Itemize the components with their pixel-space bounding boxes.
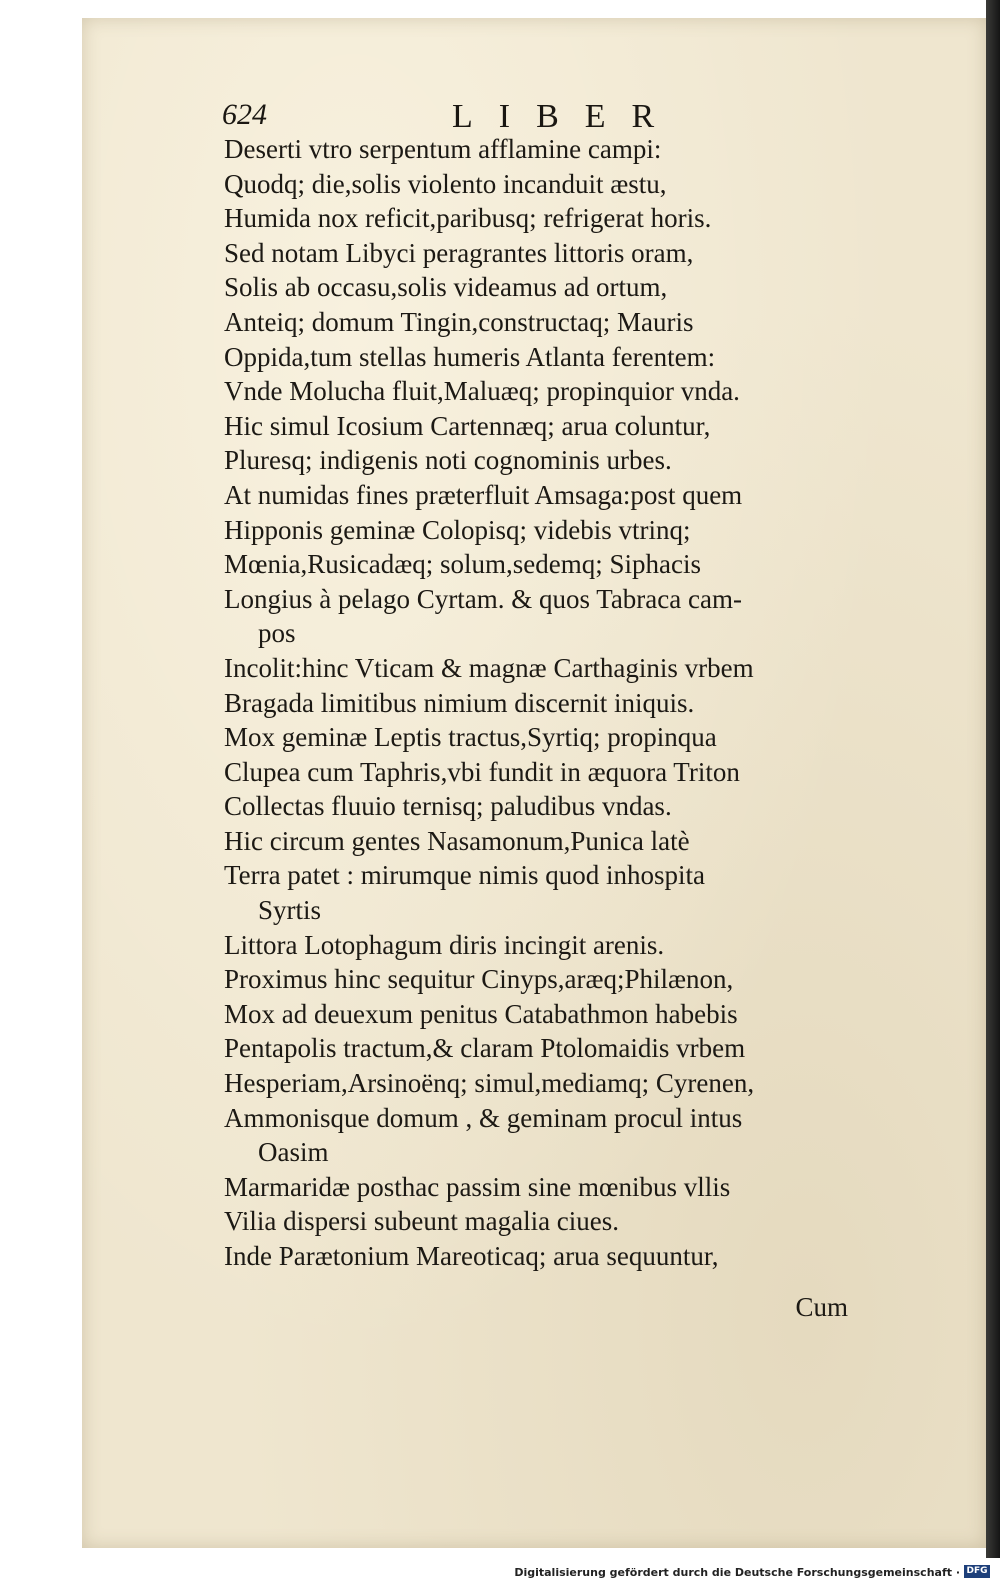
- catchword: Cum: [795, 1292, 848, 1322]
- running-head-title: LIBER: [452, 98, 681, 135]
- verse-line: At numidas fines præterfluit Amsaga:post quem: [224, 479, 743, 510]
- verse-line: Hesperiam,Arsinoënq; simul,mediamq; Cyrenen,: [224, 1068, 755, 1099]
- scan-border-top: [0, 0, 1000, 14]
- verse-line: Mox geminæ Leptis tractus,Syrtiq; propinqua: [224, 722, 717, 753]
- book-page: [82, 18, 986, 1548]
- verse-line-continuation: Oasim: [258, 1137, 329, 1168]
- verse-line: Deserti vtro serpentum afflamine campi:: [224, 134, 662, 164]
- verse-line: Humida nox reficit,paribusq; refrigerat horis.: [224, 203, 712, 234]
- verse-line: Pluresq; indigenis noti cognominis urbes.: [224, 445, 672, 476]
- verse-line: Pentapolis tractum,& claram Ptolomaidis vrbem: [224, 1033, 746, 1064]
- verse-line: Vilia dispersi subeunt magalia ciues.: [224, 1206, 620, 1237]
- verse-line: Hic circum gentes Nasamonum,Punica latè: [224, 825, 690, 856]
- scan-border-left: [0, 0, 80, 1558]
- verse-text-block: [224, 132, 924, 1274]
- verse-line: Littora Lotophagum diris incingit arenis.: [224, 929, 665, 960]
- verse-line: Ammonisque domum , & geminam procul intus: [224, 1102, 743, 1133]
- verse-line: Collectas fluuio ternisq; paludibus vndas.: [224, 791, 672, 822]
- page-number: 624: [222, 98, 267, 131]
- verse-line: Mox ad deuexum penitus Catabathmon habebis: [224, 998, 738, 1029]
- footer-credit-text: Digitalisierung gefördert durch die Deutsche Forschungsgemeinschaft ·: [514, 1566, 960, 1579]
- verse-line: Sed notam Libyci peragrantes littoris oram,: [224, 237, 694, 268]
- verse-line: Marmaridæ posthac passim sine mœnibus vllis: [224, 1171, 731, 1202]
- verse-line: Clupea cum Taphris,vbi fundit in æquora Triton: [224, 756, 740, 787]
- verse-line: Solis ab occasu,solis videamus ad ortum,: [224, 272, 668, 303]
- verse-line: Inde Parætonium Mareoticaq; arua sequuntur,: [224, 1241, 719, 1271]
- verse-line: Terra patet : mirumque nimis quod inhospita: [224, 860, 706, 891]
- verse-line-continuation: Syrtis: [258, 895, 322, 926]
- verse-line: Incolit:hinc Vticam & magnæ Carthaginis vrbem: [224, 652, 754, 683]
- verse-line: Bragada limitibus nimium discernit iniquis.: [224, 687, 695, 718]
- verse-line: Hipponis geminæ Colopisq; videbis vtrinq;: [224, 514, 691, 545]
- verse-line: Quodq; die,solis violento incanduit æstu,: [224, 168, 667, 199]
- verse-line: Proximus hinc sequitur Cinyps,aræq;Philænon,: [224, 964, 734, 995]
- verse-line: Hic simul Icosium Cartennæq; arua coluntur,: [224, 410, 711, 441]
- scan-border-right: [986, 0, 1000, 1558]
- dfg-logo: DFG: [964, 1565, 990, 1578]
- verse-line: Oppida,tum stellas humeris Atlanta ferentem:: [224, 341, 716, 372]
- verse-line: Mœnia,Rusicadæq; solum,sedemq; Siphacis: [224, 549, 701, 580]
- verse-line-continuation: pos: [258, 618, 296, 649]
- verse-line: Anteiq; domum Tingin,constructaq; Mauris: [224, 306, 694, 337]
- digitization-footer: [0, 1558, 1000, 1588]
- verse-line: Vnde Molucha fluit,Maluæq; propinquior vnda.: [224, 376, 740, 407]
- verse-line: Longius à pelago Cyrtam. & quos Tabraca cam-: [224, 583, 742, 614]
